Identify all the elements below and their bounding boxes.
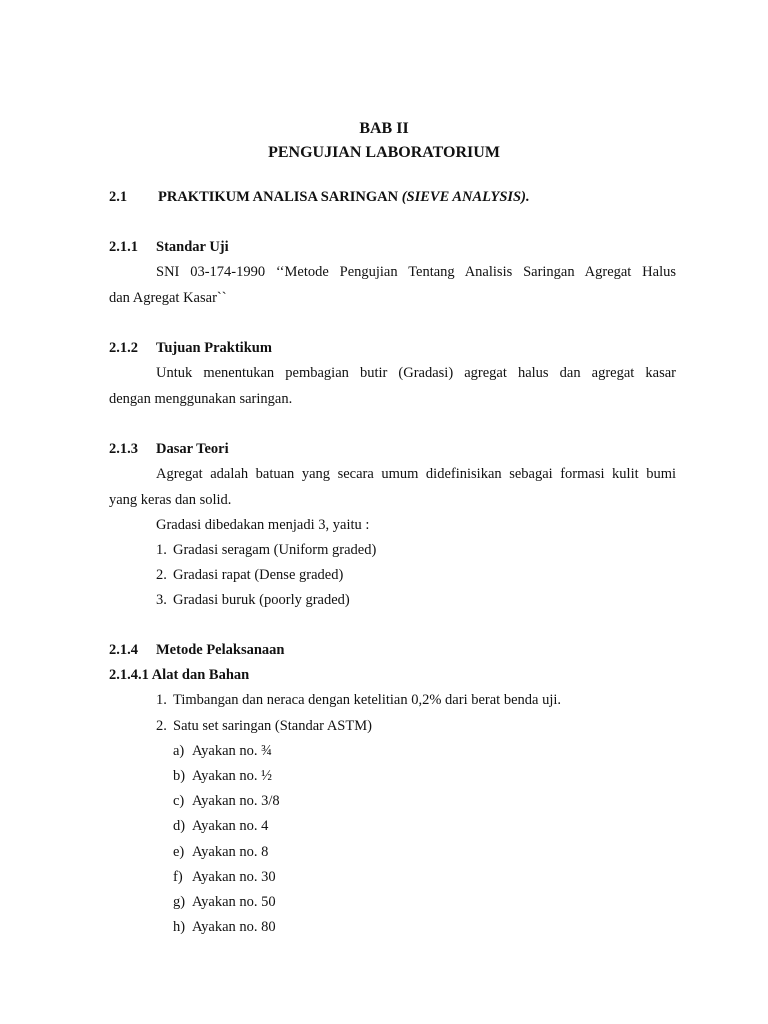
list-item <box>156 592 350 608</box>
chapter-title: PENGUJIAN LABORATORIUM <box>268 144 500 161</box>
section-2-1-4-number: 2.1.4 <box>109 642 138 658</box>
section-2-1-3-title: Dasar Teori <box>156 441 229 457</box>
section-2-1-4-1-title: 2.1.4.1 Alat dan Bahan <box>109 667 250 683</box>
list-marker: 2. <box>156 718 167 734</box>
list-item <box>156 542 377 558</box>
list-text: Satu set saringan (Standar ASTM) <box>173 718 372 734</box>
sieve-item <box>173 894 276 910</box>
list-marker: 1. <box>156 542 167 558</box>
list-text: Timbangan dan neraca dengan ketelitian 0,2% dari berat benda uji. <box>173 692 562 708</box>
section-2-1-4-title: Metode Pelaksanaan <box>156 642 285 658</box>
sieve-marker: c) <box>173 793 185 809</box>
section-2-1-title: PRAKTIKUM ANALISA SARINGAN <box>158 189 399 205</box>
section-2-1-3-number: 2.1.3 <box>109 441 138 457</box>
sieve-item <box>173 919 276 935</box>
list-text: Gradasi rapat (Dense graded) <box>173 567 344 583</box>
list-text: Gradasi buruk (poorly graded) <box>173 592 350 608</box>
sieve-marker: f) <box>173 869 183 885</box>
section-2-1-3-line-1: Agregat adalah batuan yang secara umum didefinisikan sebagai formasi kulit bumi <box>156 466 676 482</box>
list-item <box>156 692 562 708</box>
list-marker: 2. <box>156 567 167 583</box>
section-2-1-1-line-1: SNI 03-174-1990 ‘‘Metode Pengujian Tentang Analisis Saringan Agregat Halus <box>156 264 676 280</box>
sieve-item <box>173 743 273 759</box>
sieve-item <box>173 869 276 885</box>
section-2-1-1-title: Standar Uji <box>156 239 229 255</box>
sieve-text: Ayakan no. 30 <box>192 869 276 885</box>
section-2-1-1-line-2: dan Agregat Kasar`` <box>109 290 227 306</box>
section-2-1-2-number: 2.1.2 <box>109 340 138 356</box>
sieve-marker: h) <box>173 919 186 935</box>
sieve-text: Ayakan no. 4 <box>192 818 269 834</box>
chapter-number: BAB II <box>359 120 409 137</box>
section-2-1-number: 2.1 <box>109 189 128 205</box>
list-marker: 3. <box>156 592 167 608</box>
section-2-1-1-number: 2.1.1 <box>109 239 138 255</box>
sieve-text: Ayakan no. 3/8 <box>192 793 280 809</box>
sieve-marker: b) <box>173 768 186 784</box>
sieve-item <box>173 818 269 834</box>
section-2-1-title-italic: (SIEVE ANALYSIS). <box>401 189 530 205</box>
section-2-1-3-line-3: Gradasi dibedakan menjadi 3, yaitu : <box>156 517 370 533</box>
list-item <box>156 718 372 734</box>
list-marker: 1. <box>156 692 167 708</box>
list-text: Gradasi seragam (Uniform graded) <box>173 542 377 558</box>
sieve-marker: e) <box>173 844 185 860</box>
sieve-marker: g) <box>173 894 186 910</box>
sieve-marker: a) <box>173 743 185 759</box>
sieve-text: Ayakan no. ¾ <box>192 743 273 759</box>
sieve-marker: d) <box>173 818 186 834</box>
sieve-text: Ayakan no. 50 <box>192 894 276 910</box>
sieve-item <box>173 844 269 860</box>
sieve-item <box>173 793 280 809</box>
section-2-1-2-title: Tujuan Praktikum <box>156 340 272 356</box>
sieve-item <box>173 768 273 784</box>
section-2-1-heading <box>158 190 530 205</box>
sieve-text: Ayakan no. 8 <box>192 844 269 860</box>
sieve-text: Ayakan no. 80 <box>192 919 276 935</box>
section-2-1-2-line-2: dengan menggunakan saringan. <box>109 391 293 407</box>
sieve-text: Ayakan no. ½ <box>192 768 273 784</box>
list-item <box>156 567 344 583</box>
section-2-1-3-line-2: yang keras dan solid. <box>109 492 232 508</box>
section-2-1-2-line-1: Untuk menentukan pembagian butir (Gradasi) agregat halus dan agregat kasar <box>156 365 676 381</box>
